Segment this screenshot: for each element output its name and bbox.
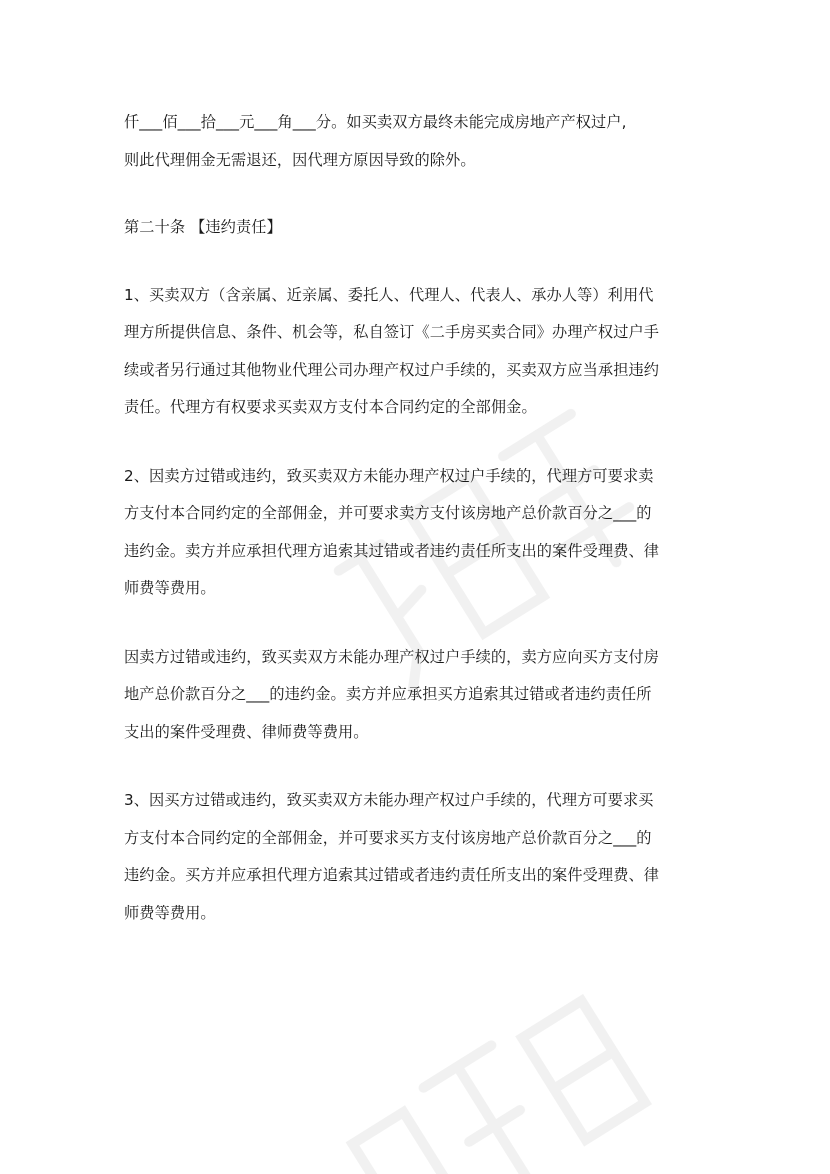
- document-body: [124, 104, 724, 932]
- text-line: 2、因卖方过错或违约，致买卖双方未能办理产权过户手续的，代理方可要求卖: [124, 466, 654, 485]
- article-heading: [124, 209, 724, 247]
- text-line: 3、因买方过错或违约，致买卖双方未能办理产权过户手续的，代理方可要求买: [124, 791, 654, 809]
- text-line: 违约金。买方并应承担代理方追索其过错或者违约责任所支出的案件受理费、律: [124, 866, 660, 884]
- text-line: 师费等费用。: [124, 903, 216, 922]
- paragraph-clause-3: [124, 782, 724, 932]
- text-line: 支出的案件受理费、律师费等费用。: [124, 722, 369, 741]
- text-line: 续或者另行通过其他物业代理公司办理产权过户手续的，买卖双方应当承担违约: [124, 360, 660, 379]
- text-line: 因卖方过错或违约，致买卖双方未能办理产权过户手续的，卖方应向买方支付房: [124, 647, 660, 666]
- article-20-title: 第二十条 【违约责任】: [124, 218, 282, 236]
- text-line: 仟___佰___拾___元___角___分。如买卖双方最终未能完成房地产产权过户,: [124, 113, 627, 131]
- text-line: 1、买卖双方（含亲属、近亲属、委托人、代理人、代表人、承办人等）利用代: [124, 285, 654, 304]
- text-line: 方支付本合同约定的全部佣金，并可要求买方支付该房地产总价款百分之___的: [124, 828, 652, 847]
- text-line: 违约金。卖方并应承担代理方追索其过错或者违约责任所支出的案件受理费、律: [124, 541, 660, 560]
- paragraph-seller-default: [124, 639, 724, 752]
- text-line: 地产总价款百分之___的违约金。卖方并应承担买方追索其过错或者违约责任所: [124, 685, 652, 703]
- paragraph-clause-1: [124, 277, 724, 427]
- text-line: 方支付本合同约定的全部佣金，并可要求卖方支付该房地产总价款百分之___的: [124, 504, 652, 522]
- paragraph-commission-refund: [124, 104, 724, 179]
- text-line: 责任。代理方有权要求买卖双方支付本合同约定的全部佣金。: [124, 398, 537, 416]
- text-line: 理方所提供信息、条件、机会等，私自签订《二手房买卖合同》办理产权过户手: [124, 323, 660, 341]
- text-line: 师费等费用。: [124, 579, 216, 597]
- paragraph-clause-2: [124, 458, 724, 608]
- text-line: 则此代理佣金无需退还，因代理方原因导致的除外。: [124, 150, 476, 169]
